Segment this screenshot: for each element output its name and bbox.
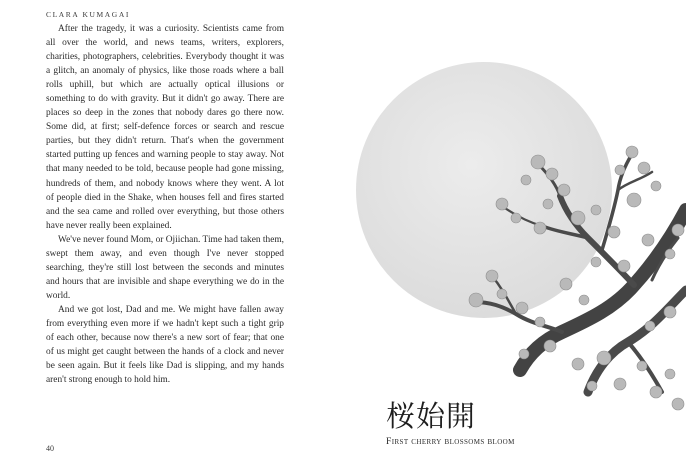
blossom — [486, 270, 498, 282]
blossom — [521, 175, 531, 185]
page-number: 40 — [46, 444, 54, 453]
blossom — [560, 278, 572, 290]
blossom — [496, 198, 508, 210]
running-head: CLARA KUMAGAI — [46, 10, 130, 19]
blossom — [665, 249, 675, 259]
blossom — [543, 199, 553, 209]
paragraph: We've never found Mom, or Ojiichan. Time had taken them, swept them away, and even though I've never stopped searching, they're still lost between the seconds and minutes and hours that are invisible and shape everything we do in the world. — [46, 234, 284, 301]
blossom — [469, 293, 483, 307]
blossom — [534, 222, 546, 234]
blossom — [642, 234, 654, 246]
caption: First cherry blossoms bloom — [386, 436, 515, 447]
blossom — [597, 351, 611, 365]
blossom — [672, 224, 684, 236]
body-text — [46, 22, 284, 387]
blossom — [638, 162, 650, 174]
blossom — [618, 260, 630, 272]
blossom — [651, 181, 661, 191]
blossom — [591, 205, 601, 215]
paragraph: And we got lost, Dad and me. We might have fallen away from everything even more if we hadn't kept such a tight grip of each other, because now there's a new sort of fear; that one of us might get caught between the hands of a clock and never be seen again. But it feels like Dad is slipping, and my hands aren't strong enough to hold him. — [46, 304, 284, 386]
blossom — [497, 289, 507, 299]
blossom — [519, 349, 529, 359]
paragraph: After the tragedy, it was a curiosity. Scientists came from all over the world, and news teams, writers, explorers, charities, photographers, celebrities. Everybody thought it was a glitch, an anomaly of physics, like those roads where a ball rolls uphill, but which are actually optical illusions or something to do with gravity. But it didn't go away. There are places so deep in the zones that nobody dares go there now. Some did, at first; self-defence forces or search and rescue parties, but they didn't return. That's when the government started putting up fences and warning people to stay away. Not that many needed to be told, because people had gone missing, hundreds of them, and nobody knows where they went. A lot of people died in the Shake, when houses fell and fires started and the sea came and rolled over everything, but those others have never really been explained. — [46, 24, 284, 231]
blossom — [614, 378, 626, 390]
blossom — [637, 361, 647, 371]
blossom — [665, 369, 675, 379]
blossom — [544, 340, 556, 352]
blossom — [558, 184, 570, 196]
blossom — [615, 165, 625, 175]
blossom — [546, 168, 558, 180]
moon-cherry-blossom-illustration — [352, 40, 686, 418]
blossom — [650, 386, 662, 398]
blossom — [608, 226, 620, 238]
blossom — [571, 211, 585, 225]
blossom — [572, 358, 584, 370]
blossom — [535, 317, 545, 327]
blossom — [626, 146, 638, 158]
blossom — [672, 398, 684, 410]
blossom — [579, 295, 589, 305]
blossom — [587, 381, 597, 391]
moon-shape — [356, 62, 612, 318]
blossom — [591, 257, 601, 267]
blossom — [516, 302, 528, 314]
blossom — [664, 306, 676, 318]
blossom — [531, 155, 545, 169]
blossom — [645, 321, 655, 331]
blossom — [511, 213, 521, 223]
kanji-title: 桜始開 — [386, 399, 477, 433]
blossom — [627, 193, 641, 207]
